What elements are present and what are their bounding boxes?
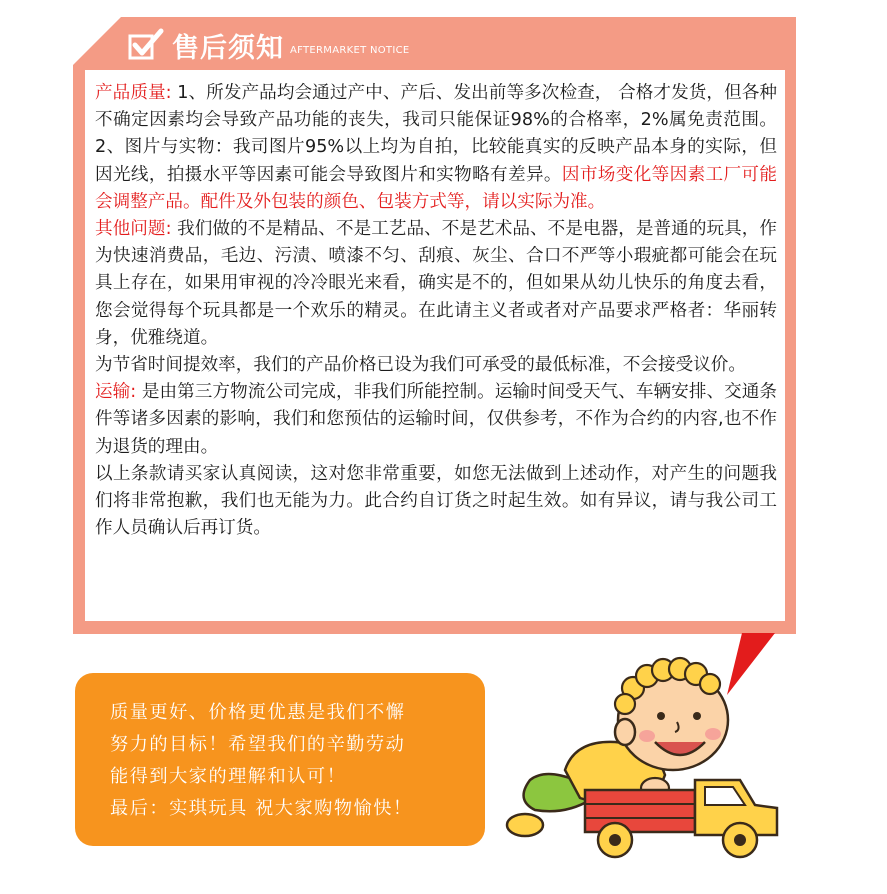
notice-subtitle: AFTERMARKET NOTICE [290,44,410,56]
closing-note: 以上条款请买家认真阅读，这对您非常重要，如您无法做到上述动作，对产生的问题我们将非常抱歉，我们也无能为力。此合约自订货之时起生效。如有异议，请与我公司工作人员确认后再订货。 [95,463,777,539]
notice-title: 售后须知 [172,32,284,64]
price-note: 为节省时间提效率，我们的产品价格已设为我们可承受的最低标准，不会接受议价。 [95,355,746,376]
bubble-line-4: 最后：实琪玩具 祝大家购物愉快！ [110,798,413,819]
quality-label: 产品质量: [95,83,172,103]
kid-truck-illustration [505,650,795,865]
quality-text: 1、所发产品均会通过产中、产后、发出前等多次检查， 合格才发货，但各种不确定因素均会导致产品功能的丧失，我司只能保证98%的合格率，2%属免责范围。2、图片与实物：我司图片95%以上均为自拍，比较能真实的反映产品本身的实际，但因光线，拍摄水平等因素可能会导致图片和实物略有差异。 [95,83,777,185]
shipping-text: 是由第三方物流公司完成，非我们所能控制。运输时间受天气、车辆安排、交通条件等诸多因素的影响，我们和您预估的运输时间，仅供参考，不作为合约的内容,也不作为退货的理由。 [95,382,777,457]
panel-corner-cut [73,17,121,65]
shipping-label: 运输: [95,382,137,403]
bubble-line-3: 能得到大家的理解和认可！ [110,766,347,787]
other-label: 其他问题: [95,219,172,240]
quality-paragraph [95,80,777,216]
notice-content [85,70,785,621]
other-paragraph [95,216,777,352]
notice-header [128,24,409,66]
shipping-paragraph [95,379,777,461]
bubble-line-2: 努力的目标！希望我们的辛勤劳动 [110,734,406,755]
other-text: 我们做的不是精品、不是工艺品、不是艺术品、不是电器，是普通的玩具，作为快速消费品，毛边、污渍、喷漆不匀、刮痕、灰尘、合口不严等小瑕疵都可能会在玩具上存在，如果用审视的冷冷眼光来看，确实是不的，但如果从幼儿快乐的角度去看，您会觉得每个玩具都是一个欢乐的精灵。在此请主义者或者对产品要求严格者：华丽转身，优雅绕道。 [95,219,777,348]
message-bubble [75,673,485,846]
quality-red-note: 因市场变化等因素工厂可能会调整产品。配件及外包装的颜色、包装方式等，请以实际为准。 [95,164,777,212]
checkmark-icon [128,28,164,62]
bubble-line-1: 质量更好、价格更优惠是我们不懈 [110,702,406,723]
